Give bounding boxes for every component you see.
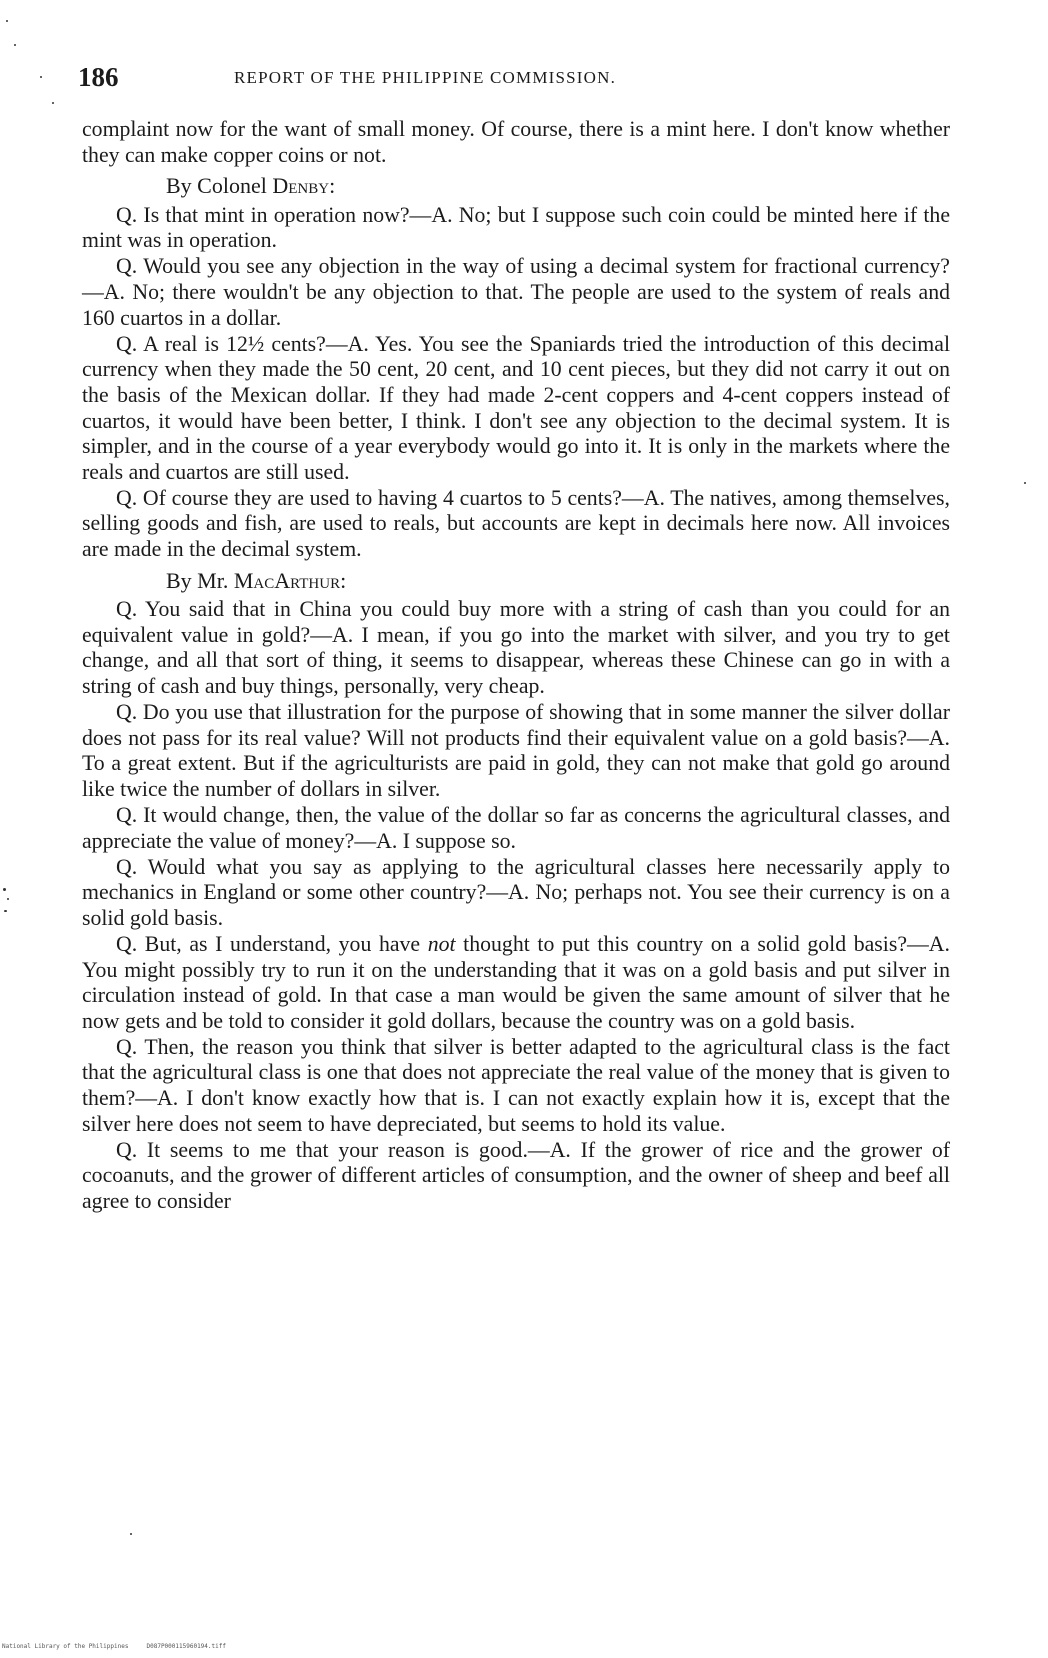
speaker-heading-denby [82,173,950,199]
speaker-name: MacArthur: [233,567,347,593]
paragraph-8: Q. It would change, then, the value of the dollar so far as concerns the agricultural classes, and appreciate the value of money?—A. I suppose so. [82,802,950,853]
paragraph-3: Q. Would you see any objection in the way of using a decimal system for fractional currency?—A. No; there wouldn't be any objection to that. The people are used to the system of reals and 160 cuartos in a dollar. [82,254,950,330]
paragraph-11: Q. Then, the reason you think that silver is better adapted to the agricultural class is the fact that the agricultural class is one that does not appreciate the real value of the money that is given to them?—A. I don't know exactly how that is. I can not exactly explain how it is, except that the silver here does not seem to have depreciated, but seems to hold its value. [82,1034,950,1136]
paragraph-10-part-a: Q. But, as I understand, you have [116,931,428,956]
speaker-name: Denby: [272,173,336,199]
paragraph-12: Q. It seems to me that your reason is good.—A. If the grower of rice and the grower of cocoanuts, and the grower of different articles of consumption, and the owner of sheep and beef all agree to consider [82,1137,950,1213]
scan-speck [14,44,16,46]
paragraph-10-emphasis: not [427,931,456,956]
scan-speck [130,1533,132,1535]
paragraph-1: complaint now for the want of small money. Of course, there is a mint here. I don't know whether they can make copper coins or not. [82,117,950,167]
scan-speck [3,888,6,891]
paragraph-7: Q. Do you use that illustration for the purpose of showing that in some manner the silver dollar does not pass for its real value? Will not products find their equivalent value on a gold basis?—A. To a great extent. But if the agriculturists are paid in gold, they can not make that gold go around like twice the number of dollars in silver. [82,700,950,801]
scan-speck [52,102,54,104]
scan-speck [4,910,7,912]
paragraph-10 [82,932,950,1034]
paragraph-10-part-b: thought to put this country on a solid gold basis?—A. You might possibly try to run it on the understanding that it was on a gold basis and put silver in circulation instead of gold. In that case a man would be given the same amount of silver that he now gets and be told to consider it gold dollars, because the country was on a gold basis. [82,931,950,1033]
paragraph-9: Q. Would what you say as applying to the agricultural classes here necessarily apply to mechanics in England or some other country?—A. No; perhaps not. You see their currency is on a solid gold basis. [82,854,950,930]
speaker-heading-macarthur [82,568,950,594]
paragraph-4: Q. A real is 12½ cents?—A. Yes. You see the Spaniards tried the introduction of this decimal currency when they made the 50 cent, 20 cent, and 10 cent pieces, but they did not carry it out on the basis of the Mexican dollar. If they had made 2-cent coppers and 4-cent coppers instead of cuartos, it would have been better, I think. I don't see any objection to the decimal system. It is simpler, and in the course of a year everybody would go into it. It is only in the markets where the reals and cuartos are still used. [82,331,950,484]
speaker-prefix: By Mr. [166,567,234,593]
running-head: REPORT OF THE PHILIPPINE COMMISSION. [234,68,617,87]
page-number: 186 [78,62,119,92]
scan-speck [1024,482,1026,484]
scan-speck [40,76,42,78]
page-header [78,62,958,96]
scan-speck [7,898,9,900]
scan-footer: National Library of the Philippines D087P000115960194.tiff [2,1643,226,1650]
paragraph-5: Q. Of course they are used to having 4 cuartos to 5 cents?—A. The natives, among themselves, selling goods and fish, are used to reals, but accounts are kept in decimals here now. All invoices are made in the decimal system. [82,485,950,561]
body-text [82,117,950,1214]
paragraph-6: Q. You said that in China you could buy more with a string of cash than you could for an equivalent value in gold?—A. I mean, if you go into the market with silver, and you try to get change, and all that sort of thing, it seems to disappear, whereas these Chinese can go in with a string of cash and buy things, personally, very cheap. [82,597,950,698]
speaker-prefix: By Colonel [166,173,273,199]
scan-speck [6,20,8,22]
paragraph-2: Q. Is that mint in operation now?—A. No; but I suppose such coin could be minted here if the mint was in operation. [82,202,950,253]
